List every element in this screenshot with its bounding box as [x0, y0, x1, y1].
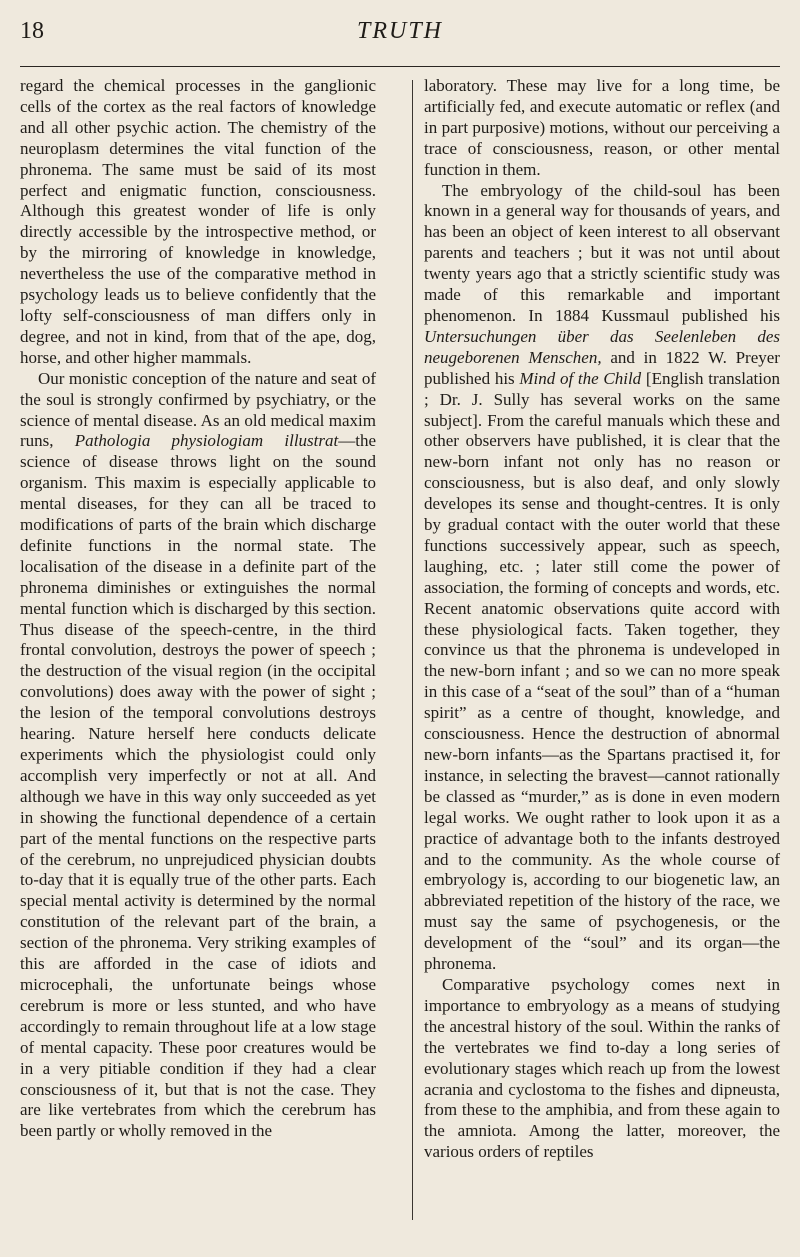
- paragraph-text: [English translation ; Dr. J. Sully has several works on the same subject]. From the careful manuals which these and other observers have published, it is clear that the new-born infant not only has no reason or consciousness, but is also deaf, and only slowly developes its sense and thought-centres. It is only by gradual contact with the outer world that these functions successively appear, such as speech, laughing, etc. ; later still come the power of association, the forming of concepts and words, etc. Recent anatomic observations quite accord with these physiological facts. Taken together, they convince us that the phronema is undeveloped in the new-born infant ; and so we can no more speak in this case of a “seat of the soul” than of a “human spirit” as a centre of thought, knowledge, and consciousness. Hence the destruction of abnormal new-born infants—as the Spartans practised it, for instance, in selecting the bravest—cannot rationally be classed as “murder,” as is done in even modern legal works. We ought rather to look upon it as a practice of advantage both to the infants destroyed and to the community. As the whole course of embryology is, according to our biogenetic law, an abbreviated repetition of the history of the race, we must say the same of psychogenesis, or the development of the “soul” and its organ—the phronema.: [424, 368, 780, 974]
- column-divider: [412, 80, 413, 1220]
- paragraph: [20, 369, 376, 1143]
- page-number: 18: [20, 18, 44, 44]
- paragraph-text: The embryology of the child-soul has been known in a general way for thousands of years, and has been an object of keen interest to all observant parents and teachers ; but it was not until about twenty years ago that a strictly scientific study was made of this remarkable and important phenomenon. In 1884 Kussmaul published his: [424, 180, 780, 325]
- paragraph: regard the chemical processes in the ganglionic cells of the cortex as the real factors of knowledge and all other psychic action. The chemistry of the neuroplasm determines the vital function of the phronema. The same must be said of its most perfect and enigmatic function, consciousness. Although this greatest wonder of life is only directly accessible by the introspective method, or by the mirroring of knowledge in knowledge, nevertheless the use of the comparative method in psychology leads us to believe confidently that the lofty self-consciousness of man differs only in degree, and not in kind, from that of the ape, dog, horse, and other higher mammals.: [20, 76, 376, 367]
- paragraph-text: Our monistic conception of the nature and seat of the soul is strongly confirmed by psychiatry, or the science of mental disease. As an old medical maxim runs,: [20, 368, 376, 451]
- header-rule: [20, 66, 780, 67]
- book-title: Untersuchungen über das Seelenleben des neugeborenen Menschen,: [424, 326, 780, 367]
- latin-maxim: Pathologia physiologiam illustrat: [74, 431, 339, 451]
- left-column: [20, 76, 376, 1142]
- paragraph: [424, 181, 780, 975]
- running-title: TRUTH: [356, 18, 444, 44]
- paragraph: Comparative psychology comes next in importance to embryology as a means of studying the ancestral history of the soul. Within the ranks of the vertebrates we find to-day a long series of evolutionary stages which reach up from the lowest acrania and cyclostoma to the fishes and dipneusta, from these to the amphibia, and from these again to the amniota. Among the latter, moreover, the various orders of reptiles: [424, 974, 780, 1162]
- paragraph-text: —the science of disease throws light on the sound organism. This maxim is especially applicable to mental diseases, for they can all be traced to modifications of parts of the brain which discharge definite functions in the normal state. The localisation of the disease in a definite part of the phronema diminishes or extinguishes the normal mental function which is discharged by this section. Thus disease of the speech-centre, in the third frontal convolution, destroys the power of speech ; the destruction of the visual region (in the occipital convolutions) does away with the power of sight ; the lesion of the temporal convolutions destroys hearing. Nature herself here conducts delicate experiments which the physiologist could only accomplish very imperfectly or not at all. And although we have in this way only succeeded as yet in showing the functional dependence of a certain part of the mental functions on the respective parts of the cerebrum, no unprejudiced physician doubts to-day that it is equally true of the other parts. Each special mental activity is determined by the normal constitution of the relevant part of the brain, a section of the phronema. Very striking examples of this are afforded in the case of idiots and microcephali, the unfortunate beings whose cerebrum is more or less stunted, and who have accordingly to remain throughout life at a low stage of mental capacity. These poor creatures would be in a very pitiable condition if they had a clear consciousness of it, but that is not the case. They are like vertebrates from which the cerebrum has been partly or wholly removed in the: [20, 431, 377, 1141]
- paragraph-text: and in 1822 W. Preyer published his: [424, 347, 780, 388]
- page-header: [12, 14, 788, 62]
- book-title: Mind of the Child: [519, 368, 642, 388]
- paragraph: laboratory. These may live for a long time, be artificially fed, and execute automatic or reflex (and in part purposive) motions, without our perceiving a trace of consciousness, reason, or other mental function in them.: [424, 76, 780, 179]
- right-column: [424, 76, 780, 1163]
